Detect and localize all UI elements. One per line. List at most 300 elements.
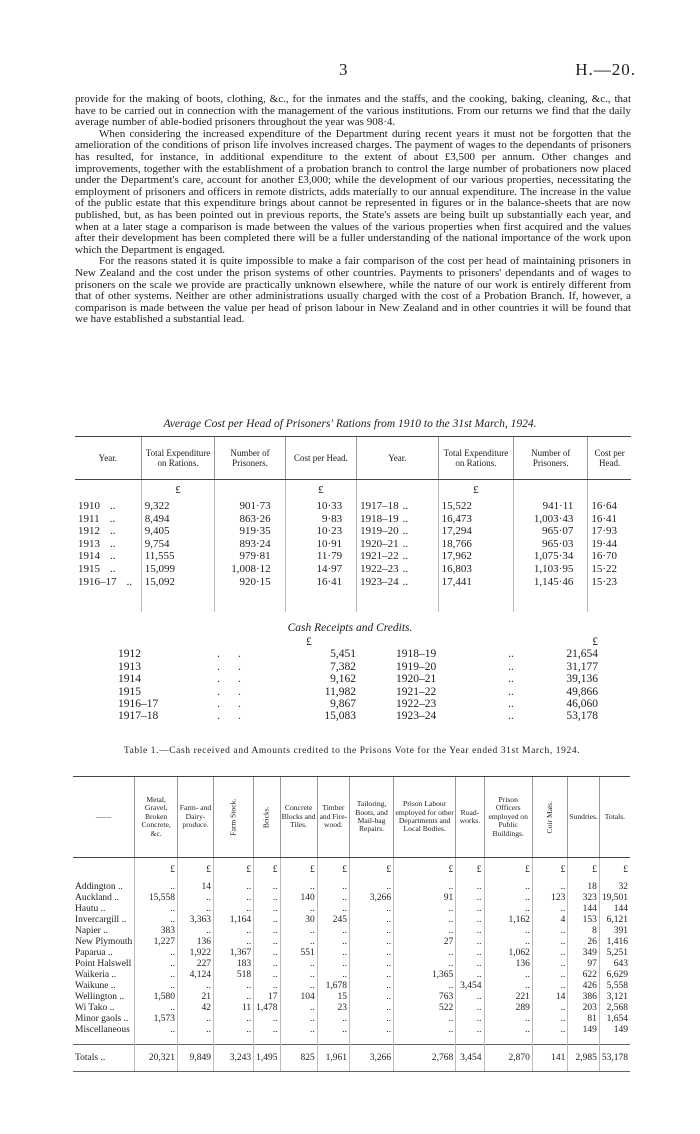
- amount-cell: ..: [317, 926, 349, 937]
- table-row: [75, 513, 631, 526]
- number-cell: 965·07: [514, 525, 588, 538]
- amount-cell: ..: [484, 893, 532, 904]
- amount-cell: 391: [599, 926, 630, 937]
- amount-cell: ..: [280, 937, 317, 948]
- amount-cell: 3,121: [599, 992, 630, 1003]
- amount-cell: 149: [599, 1025, 630, 1036]
- amount-cell: 97: [568, 959, 599, 970]
- unit-symbol: £: [254, 858, 280, 883]
- totals-label: Totals ..: [73, 1045, 135, 1072]
- total-cell: 3,454: [456, 1045, 484, 1072]
- unit-row: [75, 480, 631, 501]
- cost-cell: 10·91: [285, 538, 356, 551]
- amount-cell: ..: [456, 1025, 484, 1036]
- amount-cell: ..: [456, 904, 484, 915]
- amount-cell: 1,162: [484, 915, 532, 926]
- unit-symbol: £: [285, 480, 356, 501]
- column-header: Timber and Fire-wood.: [317, 777, 349, 858]
- leader-dots: ..: [110, 562, 116, 575]
- amount-cell: 1,654: [599, 1014, 630, 1025]
- col-cost: Cost per Head.: [285, 437, 356, 480]
- amount-cell: ..: [254, 915, 280, 926]
- amount-cell: 522: [394, 1003, 456, 1014]
- institution-name: Napier ..: [75, 926, 108, 936]
- table-row: [73, 904, 630, 915]
- amount-cell: 21: [178, 992, 214, 1003]
- amount-cell: 104: [280, 992, 317, 1003]
- column-header: Prison Officers employed on Public Buildings.: [484, 777, 532, 858]
- total-cell: 8,494: [141, 513, 215, 526]
- total-cell: 2,870: [484, 1045, 532, 1072]
- leader-dots: ..: [508, 673, 514, 686]
- column-header: [532, 777, 568, 858]
- value: 9,867: [330, 698, 356, 711]
- table-row: [73, 948, 630, 959]
- institution-name: New Plymouth: [75, 937, 133, 947]
- table-row: [73, 915, 630, 926]
- amount-cell: ..: [135, 948, 178, 959]
- amount-cell: ..: [317, 1025, 349, 1036]
- value: 53,178: [566, 710, 598, 723]
- leader-dots: ..: [402, 562, 409, 575]
- amount-cell: 383: [135, 926, 178, 937]
- value: 46,060: [566, 698, 598, 711]
- amount-cell: ..: [456, 1003, 484, 1014]
- table-row: [75, 550, 631, 563]
- amount-cell: ..: [350, 904, 394, 915]
- amount-cell: ..: [456, 937, 484, 948]
- year-cell: [75, 550, 141, 563]
- amount-cell: ..: [456, 882, 484, 893]
- value: 31,177: [566, 660, 598, 673]
- amount-cell: ..: [280, 882, 317, 893]
- amount-cell: ..: [254, 1014, 280, 1025]
- amount-cell: ..: [394, 882, 456, 893]
- year-cell: [357, 538, 439, 551]
- col-year: Year.: [357, 437, 439, 480]
- year-cell: [357, 550, 439, 563]
- amount-cell: ..: [178, 926, 214, 937]
- cost-cell: 15·23: [588, 576, 631, 589]
- total-cell: 9,849: [178, 1045, 214, 1072]
- col-number: Number of Prisoners.: [215, 437, 285, 480]
- spacer-row: [75, 588, 631, 612]
- year: 1910: [78, 500, 100, 512]
- amount-cell: ..: [394, 926, 456, 937]
- amount-cell: ..: [135, 882, 178, 893]
- amount-cell: ..: [532, 904, 568, 915]
- number-cell: 863·26: [215, 513, 285, 526]
- institution-name: Wellington ..: [75, 992, 125, 1002]
- column-header: Road-works.: [456, 777, 484, 858]
- value: 49,866: [566, 685, 598, 698]
- total-cell: 16,473: [438, 513, 514, 526]
- amount-cell: 1,365: [394, 970, 456, 981]
- amount-cell: ..: [254, 948, 280, 959]
- amount-cell: 144: [599, 904, 630, 915]
- institution-name: Waikune ..: [75, 981, 116, 991]
- table-row: [118, 710, 598, 722]
- total-cell: 15,522: [438, 500, 514, 513]
- amount-cell: 140: [280, 893, 317, 904]
- total-cell: 9,754: [141, 538, 215, 551]
- amount-cell: ..: [317, 959, 349, 970]
- amount-cell: ..: [484, 937, 532, 948]
- table-row: [118, 686, 598, 698]
- amount-cell: 4: [532, 915, 568, 926]
- leader-dots: ..: [217, 698, 259, 711]
- column-header: [254, 777, 280, 858]
- amount-cell: 622: [568, 970, 599, 981]
- institution-name: Miscellaneous: [75, 1025, 130, 1035]
- number-cell: 1,103·95: [514, 563, 588, 576]
- amount-cell: 763: [394, 992, 456, 1003]
- amount-cell: 1,678: [317, 981, 349, 992]
- amount-cell: ..: [394, 948, 456, 959]
- table-row: [118, 661, 598, 673]
- amount-cell: 11: [214, 1003, 254, 1014]
- amount-cell: 1,164: [214, 915, 254, 926]
- unit-symbol: £: [280, 858, 317, 883]
- unit-symbol: £: [456, 858, 484, 883]
- amount-cell: ..: [317, 893, 349, 904]
- amount-cell: ..: [214, 937, 254, 948]
- number-cell: 1,075·34: [514, 550, 588, 563]
- amount-cell: ..: [532, 1014, 568, 1025]
- institution-name: Waikeria ..: [75, 970, 117, 980]
- number-cell: 919·35: [215, 525, 285, 538]
- amount-cell: ..: [456, 893, 484, 904]
- column-header: Prison Labour employed for other Departments and Local Bodies.: [394, 777, 456, 858]
- total-cell: 9,405: [141, 525, 215, 538]
- year-cell: [75, 576, 141, 589]
- table-row: [73, 992, 630, 1003]
- amount-cell: 426: [568, 981, 599, 992]
- amount-cell: ..: [532, 1003, 568, 1014]
- unit-symbol: £: [532, 858, 568, 883]
- amount-cell: 81: [568, 1014, 599, 1025]
- amount-cell: ..: [280, 904, 317, 915]
- unit-symbol: £: [306, 636, 312, 648]
- amount-cell: ..: [394, 1025, 456, 1036]
- total-cell: 16,803: [438, 563, 514, 576]
- amount-cell: ..: [280, 981, 317, 992]
- amount-cell: 3,266: [350, 893, 394, 904]
- unit-symbol: £: [484, 858, 532, 883]
- amount-cell: ..: [350, 915, 394, 926]
- amount-cell: ..: [280, 1025, 317, 1036]
- total-cell: 53,178: [599, 1045, 630, 1072]
- number-cell: 965·03: [514, 538, 588, 551]
- table-row: [73, 1003, 630, 1014]
- institution-name: Addington ..: [75, 882, 123, 892]
- amount-cell: ..: [254, 959, 280, 970]
- amount-cell: ..: [394, 1014, 456, 1025]
- amount-cell: 14: [532, 992, 568, 1003]
- value: 7,382: [330, 660, 356, 673]
- amount-cell: ..: [532, 970, 568, 981]
- table-row: [73, 959, 630, 970]
- table-row: [73, 937, 630, 948]
- amount-cell: ..: [254, 904, 280, 915]
- amount-cell: ..: [394, 915, 456, 926]
- unit-symbol: £: [135, 858, 178, 883]
- table-row: [75, 525, 631, 538]
- amount-cell: ..: [254, 970, 280, 981]
- leader-dots: ..: [508, 685, 514, 698]
- unit-symbol: £: [317, 858, 349, 883]
- amount-cell: ..: [178, 1025, 214, 1036]
- total-cell: 825: [280, 1045, 317, 1072]
- amount-cell: ..: [135, 970, 178, 981]
- leader-dots: ..: [109, 512, 116, 525]
- total-cell: 2,985: [568, 1045, 599, 1072]
- unit-row: [73, 858, 630, 883]
- col-year: Year.: [75, 437, 141, 480]
- year-cell: [75, 538, 141, 551]
- leader-dots: ..: [402, 525, 409, 538]
- amount-cell: ..: [394, 981, 456, 992]
- column-header: Concrete Blocks and Tiles.: [280, 777, 317, 858]
- amount-cell: 14: [178, 882, 214, 893]
- spacer-row: [73, 1036, 630, 1045]
- amount-cell: 30: [280, 915, 317, 926]
- total-cell: 20,321: [135, 1045, 178, 1072]
- amount-cell: ..: [484, 1014, 532, 1025]
- institution-name: Invercargill ..: [75, 915, 127, 925]
- amount-cell: ..: [456, 970, 484, 981]
- cost-cell: 11·79: [285, 550, 356, 563]
- year: 1923–24: [360, 575, 399, 588]
- table-row: [73, 981, 630, 992]
- amount-cell: ..: [350, 992, 394, 1003]
- total-cell: 15,092: [141, 576, 215, 589]
- page-header: [0, 60, 700, 82]
- year: 1916–17: [78, 575, 117, 588]
- amount-cell: 123: [532, 893, 568, 904]
- total-cell: 1,495: [254, 1045, 280, 1072]
- page-number: 3: [339, 60, 348, 79]
- column-header: Metal, Gravel, Broken Concrete, &c.: [135, 777, 178, 858]
- amount-cell: ..: [214, 981, 254, 992]
- year-cell: [357, 576, 439, 589]
- amount-cell: ..: [280, 970, 317, 981]
- amount-cell: 149: [568, 1025, 599, 1036]
- cost-cell: 16·41: [588, 513, 631, 526]
- year-cell: [357, 513, 439, 526]
- table-row: [73, 926, 630, 937]
- amount-cell: ..: [280, 1014, 317, 1025]
- amount-cell: ..: [178, 904, 214, 915]
- value: 39,136: [566, 673, 598, 686]
- amount-cell: 1,573: [135, 1014, 178, 1025]
- unit-symbol: £: [394, 858, 456, 883]
- amount-cell: ..: [532, 959, 568, 970]
- total-cell: 15,099: [141, 563, 215, 576]
- amount-cell: ..: [254, 893, 280, 904]
- institution-name: Hautu ..: [75, 904, 106, 914]
- col-total: Total Expenditure on Rations.: [141, 437, 215, 480]
- amount-cell: 136: [178, 937, 214, 948]
- amount-cell: ..: [532, 882, 568, 893]
- year: 1921–22: [360, 550, 399, 563]
- rations-table: [75, 436, 631, 612]
- amount-cell: 2,568: [599, 1003, 630, 1014]
- amount-cell: 551: [280, 948, 317, 959]
- leader-dots: ..: [217, 710, 259, 723]
- amount-cell: 323: [568, 893, 599, 904]
- leader-dots: ..: [126, 575, 132, 588]
- amount-cell: ..: [135, 959, 178, 970]
- amount-cell: 1,580: [135, 992, 178, 1003]
- amount-cell: ..: [214, 1014, 254, 1025]
- amount-cell: 5,558: [599, 981, 630, 992]
- cash-receipts-table: [118, 636, 598, 723]
- year: 1915: [78, 562, 100, 575]
- total-cell: 17,441: [438, 576, 514, 589]
- unit-row: [118, 636, 598, 648]
- cash-received-table: [73, 776, 630, 1072]
- year: 1920–21: [360, 537, 399, 550]
- amount-cell: ..: [317, 948, 349, 959]
- amount-cell: 136: [484, 959, 532, 970]
- year-cell: [75, 525, 141, 538]
- amount-cell: 3,363: [178, 915, 214, 926]
- amount-cell: ..: [135, 1003, 178, 1014]
- amount-cell: ..: [484, 1025, 532, 1036]
- paragraph: provide for the making of boots, clothing, &c., for the inmates and the staffs, and the cooking, baking, cleaning, &c., that have to be carried out in connection with the management of the various institutions. From our returns we find that the daily average number of able-bodied prisoners throughout the year was 908·4.: [75, 93, 631, 129]
- amount-cell: 17: [254, 992, 280, 1003]
- leader-dots: ..: [402, 537, 409, 550]
- leader-dots: ..: [402, 550, 409, 563]
- column-header-label: Farm Stock.: [228, 798, 238, 836]
- amount-cell: ..: [532, 948, 568, 959]
- column-header: ——: [73, 777, 135, 858]
- amount-cell: 183: [214, 959, 254, 970]
- unit-symbol: £: [438, 480, 514, 501]
- value: 21,654: [566, 648, 598, 661]
- number-cell: 901·73: [215, 500, 285, 513]
- amount-cell: ..: [532, 926, 568, 937]
- amount-cell: ..: [135, 1025, 178, 1036]
- total-cell: 3,266: [350, 1045, 394, 1072]
- col-total: Total Expenditure on Rations.: [438, 437, 514, 480]
- amount-cell: 221: [484, 992, 532, 1003]
- value: 5,451: [330, 648, 356, 661]
- unit-symbol: £: [178, 858, 214, 883]
- year: 1919–20: [396, 660, 437, 673]
- year: 1912: [78, 525, 100, 538]
- amount-cell: ..: [214, 992, 254, 1003]
- institution-name: Minor gaols ..: [75, 1014, 129, 1024]
- year-cell: [357, 563, 439, 576]
- unit-symbol: £: [214, 858, 254, 883]
- column-header: Farm- and Dairy-produce.: [178, 777, 214, 858]
- column-header-label: Bricks.: [261, 806, 271, 828]
- amount-cell: ..: [317, 970, 349, 981]
- year: 1914: [78, 550, 100, 563]
- amount-cell: 245: [317, 915, 349, 926]
- total-cell: 11,555: [141, 550, 215, 563]
- amount-cell: ..: [350, 1003, 394, 1014]
- cost-cell: 16·64: [588, 500, 631, 513]
- amount-cell: ..: [178, 893, 214, 904]
- amount-cell: ..: [350, 1014, 394, 1025]
- rations-table-caption: Average Cost per Head of Prisoners' Rations from 1910 to the 31st March, 1924.: [163, 418, 537, 430]
- year: 1916–17: [118, 698, 159, 711]
- amount-cell: 203: [568, 1003, 599, 1014]
- number-cell: 1,145·46: [514, 576, 588, 589]
- amount-cell: ..: [350, 937, 394, 948]
- year: 1914: [118, 673, 141, 686]
- amount-cell: ..: [456, 948, 484, 959]
- year: 1919–20: [360, 525, 399, 538]
- amount-cell: 23: [317, 1003, 349, 1014]
- value: 9,162: [330, 673, 356, 686]
- amount-cell: ..: [254, 981, 280, 992]
- leader-dots: ..: [508, 698, 514, 711]
- column-header-label: Coir Mats.: [544, 800, 554, 834]
- amount-cell: ..: [484, 981, 532, 992]
- table-row: [118, 698, 598, 710]
- amount-cell: ..: [350, 959, 394, 970]
- col-cost: Cost per Head.: [588, 437, 631, 480]
- amount-cell: 4,124: [178, 970, 214, 981]
- total-cell: 18,766: [438, 538, 514, 551]
- document-reference: H.—20.: [575, 60, 636, 79]
- number-cell: 893·24: [215, 538, 285, 551]
- amount-cell: 6,629: [599, 970, 630, 981]
- total-cell: 17,962: [438, 550, 514, 563]
- cost-cell: 19·44: [588, 538, 631, 551]
- amount-cell: ..: [317, 1014, 349, 1025]
- leader-dots: ..: [217, 660, 259, 673]
- amount-cell: 32: [599, 882, 630, 893]
- amount-cell: ..: [456, 926, 484, 937]
- amount-cell: ..: [280, 1003, 317, 1014]
- amount-cell: 1,478: [254, 1003, 280, 1014]
- leader-dots: ..: [508, 710, 514, 723]
- amount-cell: 1,922: [178, 948, 214, 959]
- column-header: Tailoring, Boots, and Mail-bag Repairs.: [350, 777, 394, 858]
- amount-cell: ..: [532, 1025, 568, 1036]
- institution-name: Auckland ..: [75, 893, 120, 903]
- year-cell: [75, 563, 141, 576]
- leader-dots: ..: [508, 648, 514, 661]
- amount-cell: 26: [568, 937, 599, 948]
- amount-cell: ..: [178, 1014, 214, 1025]
- amount-cell: ..: [214, 1025, 254, 1036]
- table-row: [75, 563, 631, 576]
- unit-symbol: £: [350, 858, 394, 883]
- number-cell: 979·81: [215, 550, 285, 563]
- cash-receipts-caption: Cash Receipts and Credits.: [287, 622, 413, 634]
- amount-cell: 8: [568, 926, 599, 937]
- amount-cell: ..: [254, 882, 280, 893]
- col-number: Number of Prisoners.: [514, 437, 588, 480]
- amount-cell: ..: [350, 882, 394, 893]
- year: 1920–21: [396, 673, 437, 686]
- leader-dots: ..: [508, 660, 514, 673]
- amount-cell: ..: [254, 937, 280, 948]
- amount-cell: ..: [135, 981, 178, 992]
- amount-cell: 91: [394, 893, 456, 904]
- value: 15,083: [324, 710, 356, 723]
- table-row: [118, 673, 598, 685]
- amount-cell: 3,454: [456, 981, 484, 992]
- amount-cell: 349: [568, 948, 599, 959]
- amount-cell: ..: [350, 948, 394, 959]
